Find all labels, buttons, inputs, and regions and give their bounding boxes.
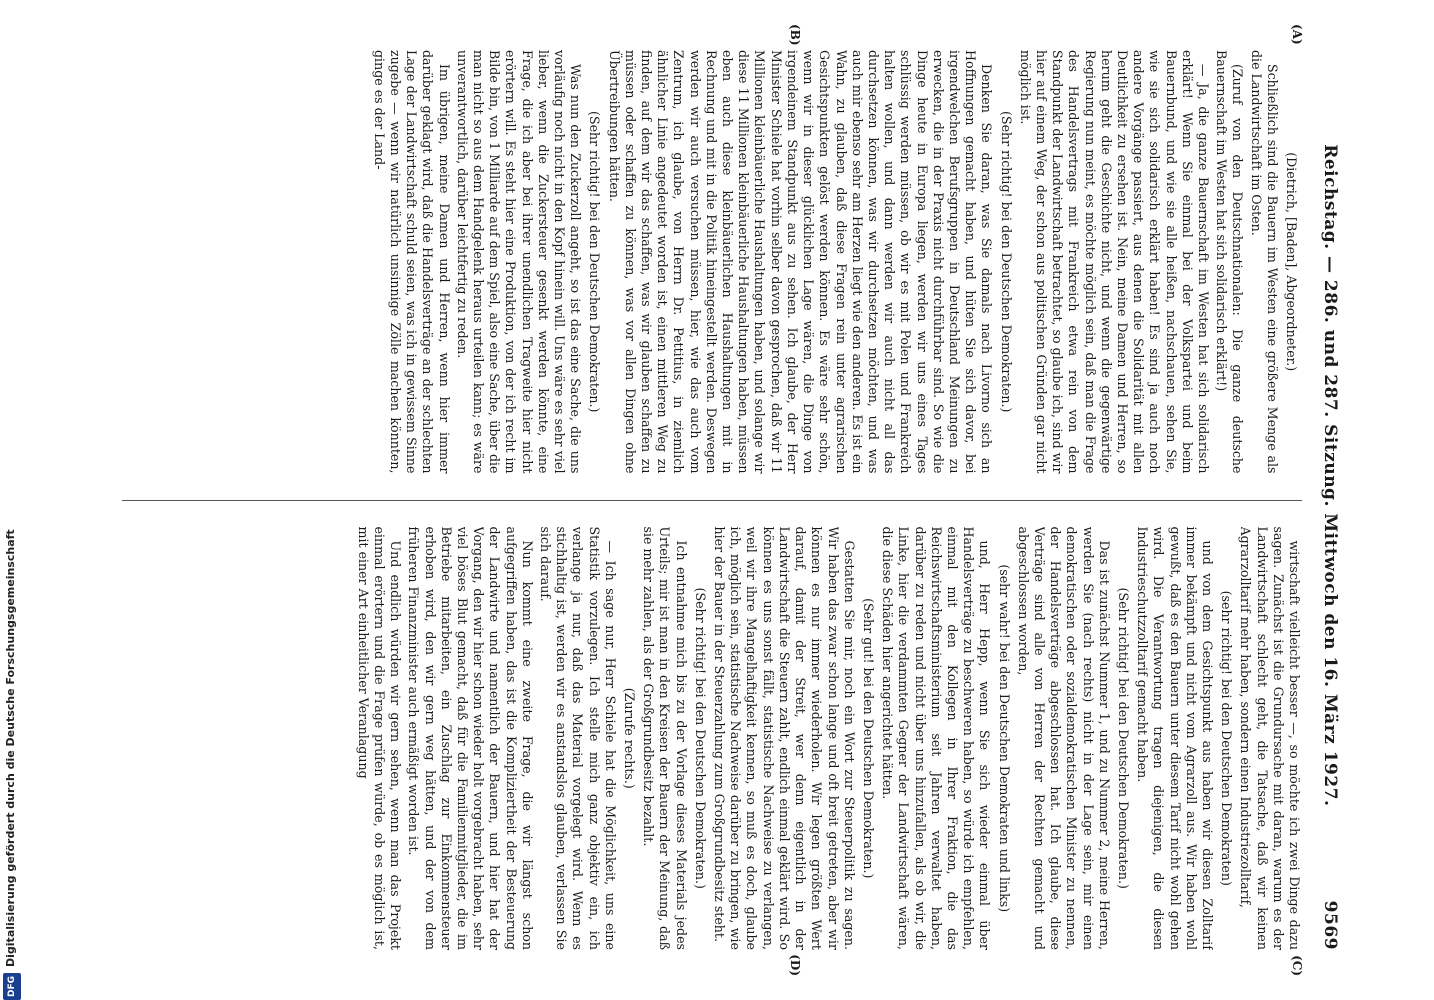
margin-mark-c: (C) <box>1290 955 1304 976</box>
page-number: 9569 <box>1320 900 1340 950</box>
paragraph: (Sehr richtig! bei den Deutschen Demokraten.) <box>587 111 603 413</box>
paragraph: (Sehr richtig! bei den Deutschen Demokraten.) <box>1115 587 1131 889</box>
paragraph: wirtschaft vielleicht besser —, so möchte ich zwei Dinge dazu sagen. Zunächst ist die Grundursache mit daran, warum es der Landwirtschaft schlecht geht, die Tatsache, daß wir keinen Agrarzolltarif mehr haben, sondern einen Industriezolltarif, <box>1238 526 1302 950</box>
paragraph: (Zurufe rechts.) <box>622 687 638 789</box>
left-column <box>122 50 1302 474</box>
paragraph: Ich entnahme mich bis zu der Vorlage dieses Materials jedes Urteils; mir ist man in den Kreisen der Bauern der Meinung, daß sie mehr zahlen, als der Großgrundbesitz bezahlt. <box>641 526 689 950</box>
paragraph: (Zuruf von den Deutschnationalen: Die ganze deutsche Bauernschaft im Westen hat sich solidarisch erklärt!) <box>1214 50 1246 474</box>
digitization-footer <box>0 0 22 1000</box>
paragraph: Denken Sie daran, was Sie damals nach Livorno sich an Hoffnungen gemacht haben, und hüten Sie sich davor, bei irgendwelchen Berufsgruppen in Deutschland Meinungen zu erwecken, die in der Praxis nicht durchführbar sind. So wie die Dinge heute in Europa liegen, werden wir uns eines Tages schlüssig werden müssen, ob wir es mit Polen und Frankreich halten wollen, und dann werden wir auch nicht all das durchsetzen können, was wir durchsetzen möchten, und was auch mir ebenso sehr am Herzen liegt wie den anderen. Es ist ein Wahn, zu glauben, daß diese Fragen rein unter agrarischen Gesichtspunkten gelöst werden können. Es wäre sehr schön, wenn wir in dieser glücklichen Lage wären, die Dinge von irgendeinem Standpunkt aus zu sehen. Ich glaube, der Herr Minister Schiele hat vorhin selber davon gesprochen, daß wir 11 Millionen kleinbäuerliche Haushaltungen haben, und solange wir diese 11 Millionen kleinbäuerliche Haushaltungen haben, müssen eben auch diese kleinbäuerlichen Haushaltungen mit in Rechnung und mit in die Politik hineingestellt werden. Deswegen werden wir auch versuchen müssen, hier, wie das auch vom Zentrum, ich glaube, von Herrn Dr. Pettitius, in ziemlich ähnlicher Linie angedeutet worden ist, einen mittleren Weg zu finden, auf dem wir das schaffen, was wir glauben schaffen zu müssen oder schaffen zu können, was vor allen Dingen ohne Übertreibungen hätten. <box>606 50 995 474</box>
paragraph: (Dietrich, [Baden], Abgeordneter.) <box>1284 152 1299 372</box>
paragraph: Gestatten Sie mir, noch ein Wort zur Steuerpolitik zu sagen. Wir haben das zwar schon lange und oft breit getreten, aber wir können es nur immer wiederholen. Wir legen größten Wert darauf, damit der Streit, wer denn eigentlich in der Landwirtschaft die Steuern zahlt, endlich einmal geklärt wird. So können es uns sonst fällt, statistische Nachweise zu verlangen, weil wir ihre Mangelhaftigkeit kennen, so muß es doch, glaube ich, möglich sein, statistische Nachweise darüber zu bringen, wie hier der Bauer in der Steuerzahlung zum Großgrundbesitz steht. <box>712 526 857 950</box>
paragraph: (Sehr richtig! bei den Deutschen Demokraten.) <box>998 111 1014 413</box>
column-divider <box>122 500 1302 501</box>
paragraph: Nun kommt eine zweite Frage, die wir längst schon aufgegriffen haben, das ist die Kompliziertheit der Besteuerung der Landwirte und namentlich der Bauern, und hier hat der Vorgang, den wir hier schon wieder holt vorgebracht haben, sehr viel böses Blut gemacht, daß für die Familienmitglieder, die im Betriebe mitarbeiten, ein Zuschlag zur Einkommensteuer erhoben wird, den wir gern weg hätten, und der von dem früheren Finanzminister auch ermäßigt worden ist. <box>406 526 535 950</box>
paragraph: (sehr richtig! bei den Deutschen Demokraten) <box>1219 590 1235 886</box>
paragraph: — Ja, die ganze Bauernschaft im Westen hat sich solidarisch erklärt! Wenn Sie einmal bei der Volkspartei und beim Bauernbund, und wie sie alle heißen, nachschauen, sehen Sie, wie sie sich solidarisch erklärt haben! Es sind ja auch noch andere Vorgänge passiert, aus denen die Solidarität mit allen Deutlichkeit zu ersehen ist. Nein, meine Damen und Herren, so herum geht die Geschichte nicht, und wenn die gegenwärtige Regierung nun meint, es möchte möglich sein, daß man die Frage des Handelsvertrags mit Frankreich etwa rein von dem Standpunkt der Landwirtschaft betrachtet, so glaube ich, sind wir hier auf einem Weg, der schon aus politischen Gründen gar nicht möglich ist. <box>1017 50 1211 474</box>
paragraph: und von dem Gesichtspunkt aus haben wir diesen Zolltarif immer bekämpft und nicht vom Agrarzoll aus. Wir haben wohl gewußt, daß es den Bauern unter diesem Tarif nicht wohl gehen wird. Die Verantwortung tragen diejenigen, die diesen Industrieschutzzolltarif gemacht haben. <box>1135 526 1215 950</box>
footer-text: Digitalisierung gefördert durch die Deutsche Forschungsgemeinschaft <box>4 529 17 967</box>
paragraph: (Sehr richtig! bei den Deutschen Demokraten.) <box>692 587 708 889</box>
document-page <box>72 20 1362 980</box>
paragraph: — Ich sage nur, Herr Schiele hat die Möglichkeit, uns eine Statistik vorzulegen. Ich stelle mich ganz objektiv ein, ich verlange ja nur, daß das Material vorgelegt wird. Wenn es stichhaltig ist, werden wir es anstandslos glauben, verlassen Sie sich darauf. <box>538 526 618 950</box>
paragraph: Und endlich würden wir gern sehen, wenn man das Projekt einmal erörtern und die Frage prüfen würde, ob es möglich ist, mit einer Art einheitlicher Veranlagung <box>355 526 404 950</box>
page-header <box>1310 50 1340 950</box>
margin-mark-a: (A) <box>1290 24 1304 45</box>
paragraph: (sehr wahr! bei den Deutschen Demokraten und links) <box>996 564 1012 913</box>
paragraph: und, Herr Hepp, wenn Sie sich wieder einmal über Handelsverträge zu beschweren haben, so würde ich empfehlen, einmal mit den Kollegen in Ihrer Fraktion, die das Reichswirtschaftsministerium seit Jahren verwaltet haben, darüber zu reden und nicht über uns hinzufallen, als ob wir, die Linke, hier die verdammten Gegner der Landwirtschaft wären, die diese Schäden hier angerichtet hätten. <box>880 526 993 950</box>
paragraph: (Sehr gut! bei den Deutschen Demokraten.) <box>860 598 876 879</box>
paragraph: Was nun den Zuckerzoll angeht, so ist das eine Sache, die uns vorläufig noch nicht in den Kopf hinein will. Uns wäre es sehr viel lieber, wenn die Zuckersteuer gesenkt werden könnte, eine Frage, die ich aber bei ihrer unendlichen Tragweite hier nicht erörtern will. Es steht hier eine Produktion, von der ich recht im Bilde bin, von 1 Milliarde auf dem Spiel, also eine Sache, über die man nicht so aus dem Handgelenk heraus urteilen kann; es wäre unverantwortlich, darüber leichtfertig zu reden. <box>454 50 584 474</box>
paragraph: Das ist zunächst Nummer 1, und zu Nummer 2, meine Herren, werden Sie (nach rechts) nicht in der Lage sein, mir einen demokratischen oder sozialdemokratischen Minister zu nennen, der Handelsverträge abgeschlossen hat. Ich glaube, diese Verträge sind alle von Herren der Rechten gemacht und abgeschlossen worden, <box>1015 526 1112 950</box>
margin-mark-d: (D) <box>788 954 802 976</box>
paragraph: Im übrigen, meine Damen und Herren, wenn hier immer darüber geklagt wird, daß die Handelsverträge an der schlechten Lage der Landwirtschaft schuld seien, was ich in gewissem Sinne zugebe — wenn wir natürlich unsinnige Zölle machen könnten, ginge es der Land- <box>371 50 452 474</box>
margin-mark-b: (B) <box>788 24 802 46</box>
text-columns <box>122 50 1302 950</box>
right-column <box>122 527 1302 951</box>
dfg-logo: DFG <box>3 973 21 1000</box>
page-title: Reichstag. — 286. und 287. Sitzung. Mittwoch den 16. März 1927. <box>1320 144 1340 807</box>
paragraph: Schließlich sind die Bauern im Westen eine größere Menge als die Landwirtschaft im Osten. <box>1248 50 1280 474</box>
